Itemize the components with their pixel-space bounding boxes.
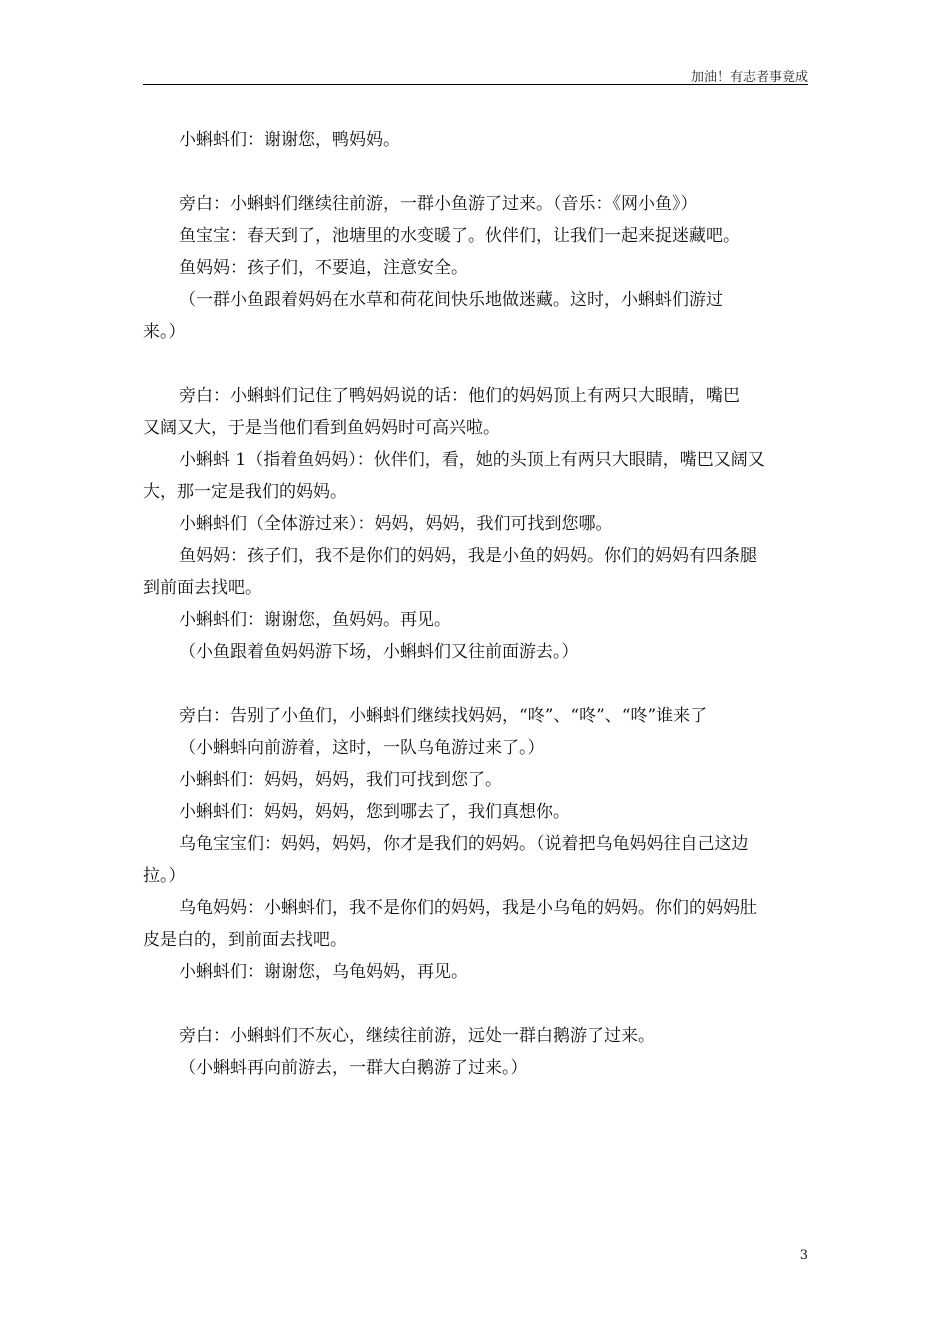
header-motto: 加油！有志者事竟成: [690, 70, 808, 85]
text-line: 小蝌蚪们（全体游过来）：妈妈，妈妈，我们可找到您哪。: [179, 514, 613, 534]
blank-line: [143, 668, 808, 700]
blank-line: [143, 988, 808, 1020]
header-divider: [143, 84, 808, 85]
text-line: 鱼妈妈：孩子们，不要追，注意安全。: [179, 258, 468, 278]
text-line: 小蝌蚪们：谢谢您，乌龟妈妈，再见。: [179, 962, 468, 982]
text-line: 旁白：告别了小鱼们，小蝌蚪们继续找妈妈，“咚”、“咚”、“咚”谁来了: [179, 706, 708, 726]
text-line: 来。）: [143, 322, 186, 342]
text-line: 又阔又大，于是当他们看到鱼妈妈时可高兴啦。: [143, 418, 500, 438]
text-line: （小蝌蚪再向前游去，一群大白鹅游了过来。）: [179, 1058, 528, 1078]
text-line: （一群小鱼跟着妈妈在水草和荷花间快乐地做迷藏。这时，小蝌蚪们游过: [179, 290, 723, 310]
text-line: （小鱼跟着鱼妈妈游下场，小蝌蚪们又往前面游去。）: [179, 642, 579, 662]
document-body: [143, 124, 808, 1084]
blank-line: [143, 156, 808, 188]
text-line: 小蝌蚪 1（指着鱼妈妈）：伙伴们，看，她的头顶上有两只大眼睛，嘴巴又阔又: [179, 450, 765, 470]
text-line: 乌龟宝宝们：妈妈，妈妈，你才是我们的妈妈。（说着把乌龟妈妈往自己这边: [179, 834, 749, 854]
text-line: 旁白：小蝌蚪们记住了鸭妈妈说的话：他们的妈妈顶上有两只大眼睛，嘴巴: [179, 386, 740, 406]
text-line: （小蝌蚪向前游着，这时，一队乌龟游过来了。）: [179, 738, 545, 758]
text-line: 小蝌蚪们：妈妈，妈妈，我们可找到您了。: [179, 770, 502, 790]
blank-line: [143, 348, 808, 380]
text-line: 小蝌蚪们：谢谢您，鱼妈妈。再见。: [179, 610, 451, 630]
text-line: 皮是白的，到前面去找吧。: [143, 930, 347, 950]
text-line: 乌龟妈妈：小蝌蚪们，我不是你们的妈妈，我是小乌龟的妈妈。你们的妈妈肚: [179, 898, 757, 918]
text-line: 大，那一定是我们的妈妈。: [143, 482, 347, 502]
page-number: 3: [799, 1248, 808, 1263]
text-line: 鱼宝宝：春天到了，池塘里的水变暖了。伙伴们，让我们一起来捉迷藏吧。: [179, 226, 740, 246]
text-line: 到前面去找吧。: [143, 578, 262, 598]
text-line: 旁白：小蝌蚪们不灰心，继续往前游，远处一群白鹅游了过来。: [179, 1026, 655, 1046]
text-line: 鱼妈妈：孩子们，我不是你们的妈妈，我是小鱼的妈妈。你们的妈妈有四条腿: [179, 546, 757, 566]
text-line: 拉。）: [143, 866, 186, 886]
text-line: 小蝌蚪们：谢谢您，鸭妈妈。: [179, 130, 400, 150]
text-line: 旁白：小蝌蚪们继续往前游，一群小鱼游了过来。（音乐：《网小鱼》）: [179, 194, 698, 214]
text-line: 小蝌蚪们：妈妈，妈妈，您到哪去了，我们真想你。: [179, 802, 570, 822]
